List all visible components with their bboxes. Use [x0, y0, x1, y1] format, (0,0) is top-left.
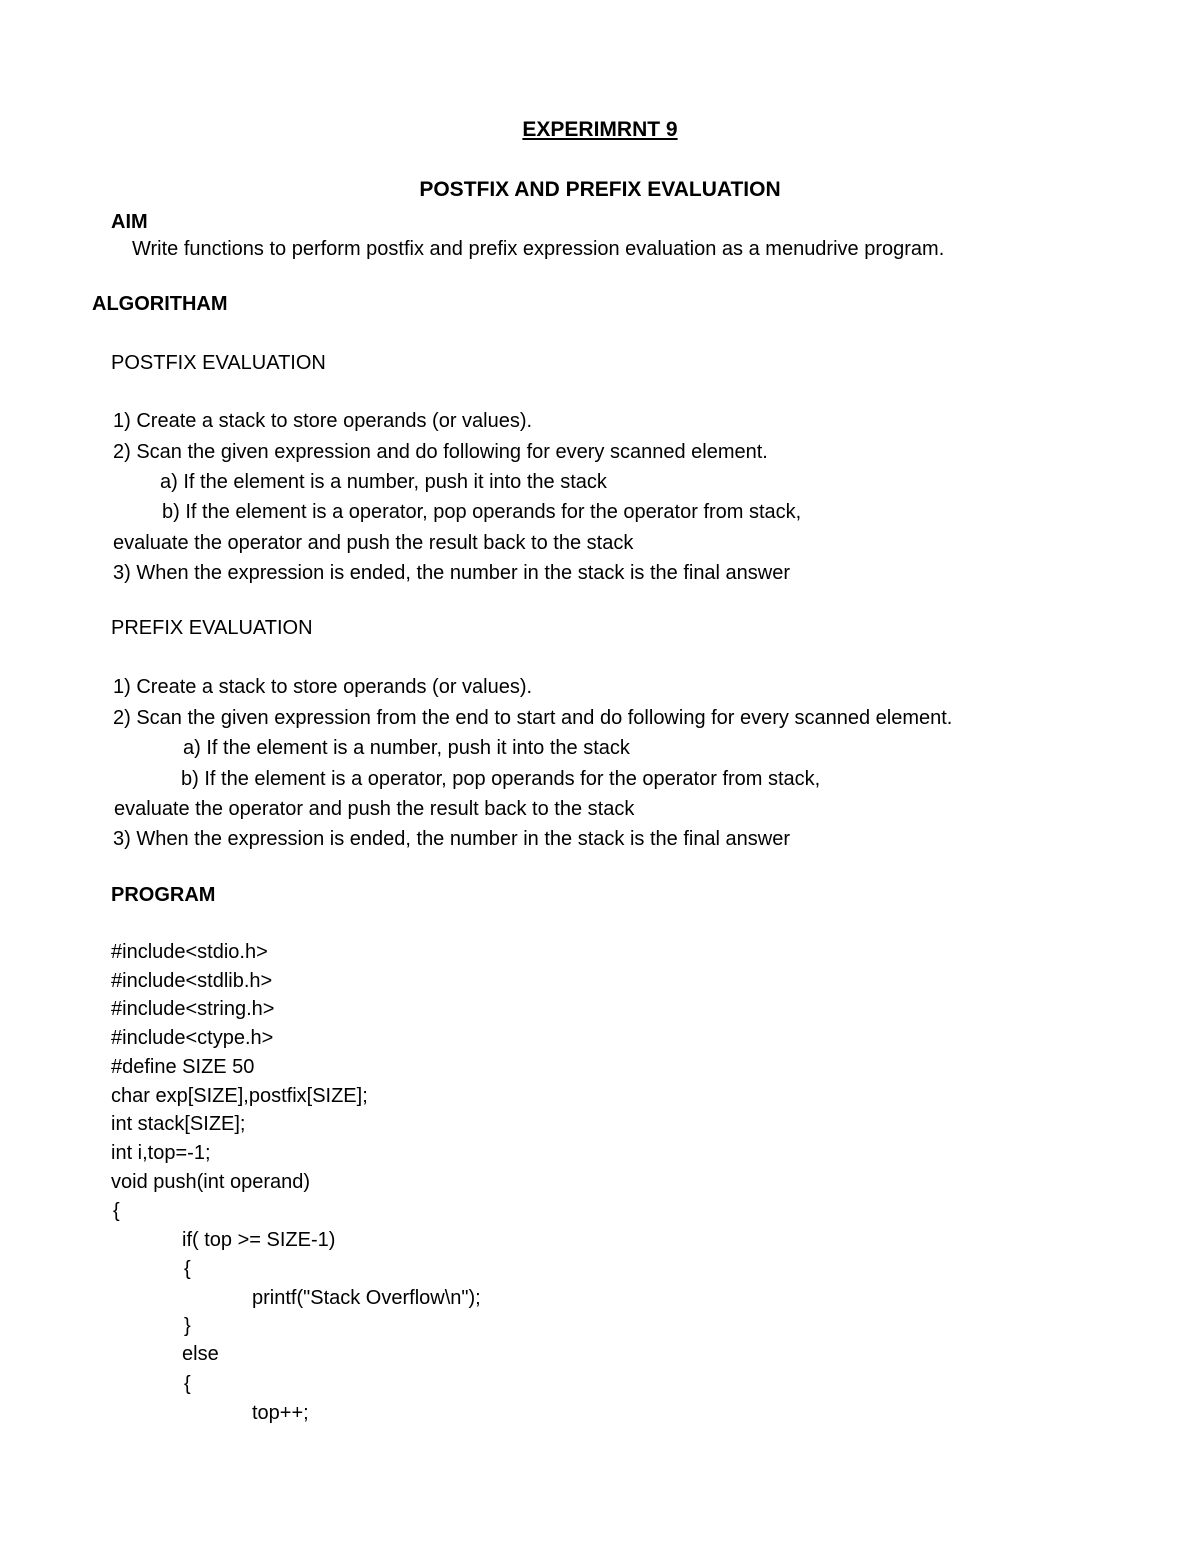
prefix-step-1: 1) Create a stack to store operands (or values).: [113, 676, 533, 698]
postfix-step-1: 1) Create a stack to store operands (or values).: [113, 410, 533, 432]
code-line: void push(int operand): [111, 1171, 311, 1193]
code-line: {: [184, 1373, 191, 1395]
prefix-step-2b: b) If the element is a operator, pop operands for the operator from stack,: [181, 768, 821, 790]
postfix-heading: POSTFIX EVALUATION: [111, 352, 326, 374]
algorithm-heading: ALGORITHAM: [92, 293, 228, 315]
aim-heading: AIM: [111, 211, 148, 233]
code-line: {: [184, 1258, 191, 1280]
prefix-step-2: 2) Scan the given expression from the end to start and do following for every scanned element.: [113, 707, 953, 729]
code-line: printf("Stack Overflow\n");: [252, 1287, 481, 1309]
document-title: EXPERIMRNT 9: [522, 118, 678, 141]
postfix-step-2b: b) If the element is a operator, pop operands for the operator from stack,: [162, 501, 802, 523]
code-line: else: [182, 1343, 219, 1365]
code-line: #include<ctype.h>: [111, 1027, 274, 1049]
postfix-step-2: 2) Scan the given expression and do following for every scanned element.: [113, 441, 768, 463]
prefix-step-2a: a) If the element is a number, push it into the stack: [183, 737, 630, 759]
program-heading: PROGRAM: [111, 884, 216, 906]
code-line: if( top >= SIZE-1): [182, 1229, 336, 1251]
code-line: #include<stdlib.h>: [111, 970, 273, 992]
postfix-step-3: 3) When the expression is ended, the number in the stack is the final answer: [113, 562, 791, 584]
code-line: }: [184, 1315, 191, 1337]
code-line: #define SIZE 50: [111, 1056, 255, 1078]
code-line: char exp[SIZE],postfix[SIZE];: [111, 1085, 368, 1107]
prefix-heading: PREFIX EVALUATION: [111, 617, 313, 639]
postfix-step-2b-cont: evaluate the operator and push the result back to the stack: [113, 532, 634, 554]
postfix-step-2a: a) If the element is a number, push it into the stack: [160, 471, 607, 493]
code-line: int i,top=-1;: [111, 1142, 211, 1164]
aim-text: Write functions to perform postfix and prefix expression evaluation as a menudrive program.: [132, 238, 945, 260]
prefix-step-2b-cont: evaluate the operator and push the result back to the stack: [114, 798, 635, 820]
code-line: int stack[SIZE];: [111, 1113, 246, 1135]
code-line: #include<stdio.h>: [111, 941, 268, 963]
code-line: top++;: [252, 1402, 309, 1424]
code-line: #include<string.h>: [111, 998, 275, 1020]
prefix-step-3: 3) When the expression is ended, the number in the stack is the final answer: [113, 828, 791, 850]
document-subtitle: POSTFIX AND PREFIX EVALUATION: [419, 178, 781, 201]
code-line: {: [113, 1200, 120, 1222]
